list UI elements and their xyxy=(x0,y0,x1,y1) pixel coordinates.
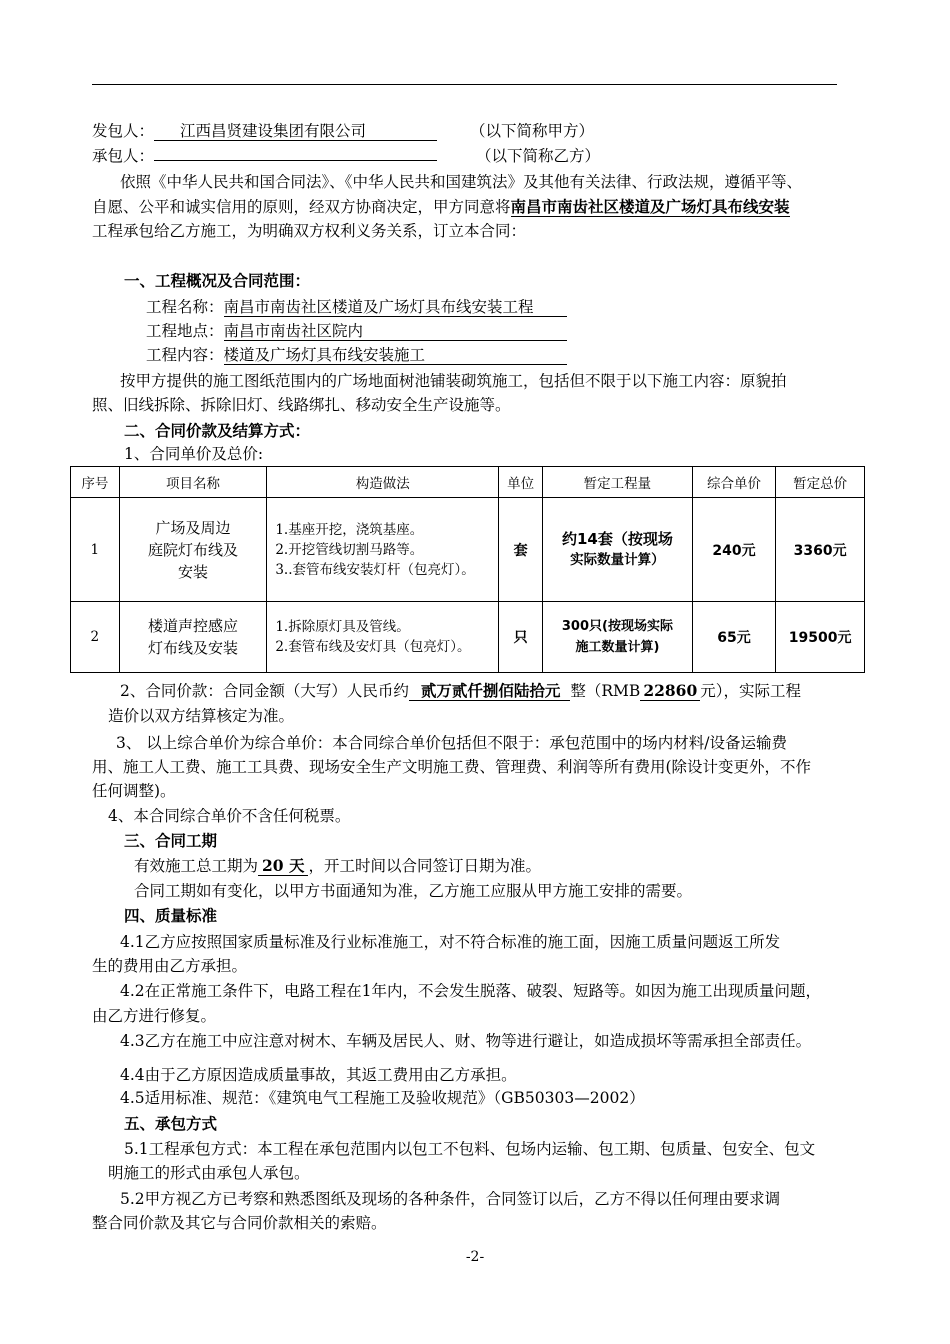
quality-4-1-line-1: 4.1乙方应按照国家质量标准及行业标准施工，对不符合标准的施工面，因施工质量问题返工所发 xyxy=(120,933,781,951)
row1-qty xyxy=(543,498,693,602)
price-line-2: 造价以双方结算核定为准。 xyxy=(108,707,295,725)
row2-no: 2 xyxy=(71,602,120,673)
row2-method-line: 1.拆除原灯具及管线。 xyxy=(275,619,410,635)
row1-qty-line: 约14套（按现场 xyxy=(561,529,673,548)
row1-no: 1 xyxy=(71,498,120,602)
scope-line-1: 按甲方提供的施工图纸范围内的广场地面树池铺装砌筑施工，包括但不限于以下施工内容：原貌拍 xyxy=(120,372,787,390)
item4-line: 4、本合同综合单价不含任何税票。 xyxy=(108,807,351,825)
header-rule xyxy=(92,84,837,85)
intro-line-2 xyxy=(92,196,790,218)
th-unit-price: 综合单价 xyxy=(692,467,775,498)
row1-name-line: 安装 xyxy=(178,562,209,581)
employer-name: 江西昌贤建设集团有限公司 xyxy=(154,122,437,141)
employer-note: （以下简称甲方） xyxy=(470,122,595,140)
quality-4-5-line: 4.5适用标准、规范：《建筑电气工程施工及验收规范》（GB50303—2002） xyxy=(120,1089,645,1107)
duration-text-a: 有效施工总工期为 xyxy=(134,857,259,875)
row1-method-line: 3..套管布线安装灯杆（包亮灯）。 xyxy=(275,561,475,578)
section5-heading: 五、承包方式 xyxy=(124,1114,218,1133)
th-total: 暂定总价 xyxy=(776,467,865,498)
contract-5-2-line-1: 5.2甲方视乙方已考察和熟悉图纸及现场的各种条件，合同签订以后，乙方不得以任何理由要求调 xyxy=(120,1190,781,1208)
row2-qty-line: 施工数量计算) xyxy=(575,640,660,655)
table-header-row xyxy=(71,467,865,498)
project-content-label: 工程内容： xyxy=(146,346,224,364)
table-row xyxy=(71,602,865,673)
table-row xyxy=(71,498,865,602)
quality-4-1-line-2: 生的费用由乙方承担。 xyxy=(92,957,248,975)
project-place-value: 南昌市南齿社区院内 xyxy=(224,322,567,341)
row2-name xyxy=(119,602,267,673)
quality-4-2-line-2: 由乙方进行修复。 xyxy=(92,1007,217,1025)
project-place-line xyxy=(146,320,567,342)
section2-sub1: 1、合同单价及总价: xyxy=(124,445,264,463)
row2-method xyxy=(267,602,499,673)
contract-5-1-line-1: 5.1工程承包方式：本工程在承包范围内以包工不包料、包场内运输、包工期、包质量、包安全、包文 xyxy=(124,1140,816,1158)
price-text-b: 整（RMB xyxy=(570,682,641,700)
item3-line-2: 用、施工人工费、施工工具费、现场安全生产文明施工费、管理费、利润等所有费用(除设计变更外，不作 xyxy=(92,758,812,776)
row1-method-line: 2.开挖管线切割马路等。 xyxy=(275,541,424,558)
row1-name-line: 庭院灯布线及 xyxy=(148,540,239,559)
row1-unit: 套 xyxy=(499,498,543,602)
duration-text-b: ，开工时间以合同签订日期为准。 xyxy=(308,857,541,875)
contract-5-2-line-2: 整合同价款及其它与合同价款相关的索赔。 xyxy=(92,1214,387,1232)
quality-4-4-line: 4.4由于乙方原因造成质量事故，其返工费用由乙方承担。 xyxy=(120,1066,517,1084)
row2-qty xyxy=(543,602,693,673)
price-text-c: 元），实际工程 xyxy=(700,682,802,700)
duration-change-line: 合同工期如有变化，以甲方书面通知为准，乙方施工应服从甲方施工安排的需要。 xyxy=(134,882,693,900)
intro-text: 自愿、公平和诚实信用的原则，经双方协商决定，甲方同意将 xyxy=(92,198,511,216)
price-table xyxy=(70,466,865,673)
row2-qty-line: 300只(按现场实际 xyxy=(561,619,673,634)
contractor-name xyxy=(154,160,437,161)
duration-days: 20 天 xyxy=(258,857,308,876)
row1-method-line: 1.基座开挖，浇筑基座。 xyxy=(275,521,424,538)
duration-line xyxy=(134,855,541,877)
scope-line-2: 照、旧线拆除、拆除旧灯、线路绑扎、移动安全生产设施等。 xyxy=(92,396,511,414)
row1-name xyxy=(119,498,267,602)
row2-unit: 只 xyxy=(499,602,543,673)
employer-line xyxy=(92,120,437,142)
employer-label: 发包人： xyxy=(92,122,155,140)
section1-heading: 一、工程概况及合同范围： xyxy=(124,271,311,290)
intro-line-1: 依照《中华人民共和国合同法》、《中华人民共和国建筑法》及其他有关法律、行政法规，遵循平等、 xyxy=(120,173,803,191)
price-line xyxy=(120,680,801,702)
row2-name-line: 灯布线及安装 xyxy=(148,639,239,657)
row2-method-line: 2.套管布线及安灯具（包亮灯）。 xyxy=(275,639,471,655)
quality-4-2-line-1: 4.2在正常施工条件下，电路工程在1年内，不会发生脱落、破裂、短路等。如因为施工出现质量问题， xyxy=(120,982,822,1000)
th-unit: 单位 xyxy=(499,467,543,498)
row2-name-line: 楼道声控感应 xyxy=(148,617,239,635)
quality-4-3-line: 4.3乙方在施工中应注意对树木、车辆及居民人、财、物等进行避让，如造成损坏等需承担全部责任。 xyxy=(120,1032,812,1050)
project-content-value: 楼道及广场灯具布线安装施工 xyxy=(224,346,567,365)
th-method: 构造做法 xyxy=(267,467,499,498)
th-qty: 暂定工程量 xyxy=(543,467,693,498)
row1-unit-price: 240元 xyxy=(692,498,775,602)
row1-method xyxy=(267,498,499,602)
contract-5-1-line-2: 明施工的形式由承包人承包。 xyxy=(108,1164,310,1182)
price-text-a: 2、合同价款：合同金额（大写）人民币约 xyxy=(120,682,409,700)
contractor-label: 承包人： xyxy=(92,147,155,165)
intro-line-3: 工程承包给乙方施工，为明确双方权利义务关系，订立本合同： xyxy=(92,222,527,240)
row2-unit-price: 65元 xyxy=(692,602,775,673)
row1-total: 3360元 xyxy=(776,498,865,602)
th-no: 序号 xyxy=(71,467,120,498)
th-item: 项目名称 xyxy=(119,467,267,498)
item3-line-1: 3、 以上综合单价为综合单价：本合同综合单价包括但不限于：承包范围中的场内材料/设备运输费 xyxy=(116,734,788,752)
contractor-line xyxy=(92,145,437,167)
row1-qty-line: 实际数量计算） xyxy=(570,551,665,568)
row2-total: 19500元 xyxy=(776,602,865,673)
project-place-label: 工程地点： xyxy=(146,322,224,340)
section4-heading: 四、质量标准 xyxy=(124,906,218,925)
item3-line-3: 任何调整)。 xyxy=(92,782,176,800)
price-words: 贰万贰仟捌佰陆拾元 xyxy=(409,682,571,701)
section2-heading: 二、合同价款及结算方式： xyxy=(124,421,311,440)
project-content-line xyxy=(146,344,567,366)
section3-heading: 三、合同工期 xyxy=(124,831,218,850)
intro-project-name: 南昌市南齿社区楼道及广场灯具布线安装 xyxy=(510,197,790,216)
project-name-value: 南昌市南齿社区楼道及广场灯具布线安装工程 xyxy=(224,298,567,317)
project-name-line xyxy=(146,296,567,318)
page-number: -2- xyxy=(465,1249,485,1265)
price-number: 22860 xyxy=(640,682,700,701)
contractor-note: （以下简称乙方） xyxy=(476,147,601,165)
row1-name-line: 广场及周边 xyxy=(155,518,231,537)
project-name-label: 工程名称： xyxy=(146,298,224,316)
